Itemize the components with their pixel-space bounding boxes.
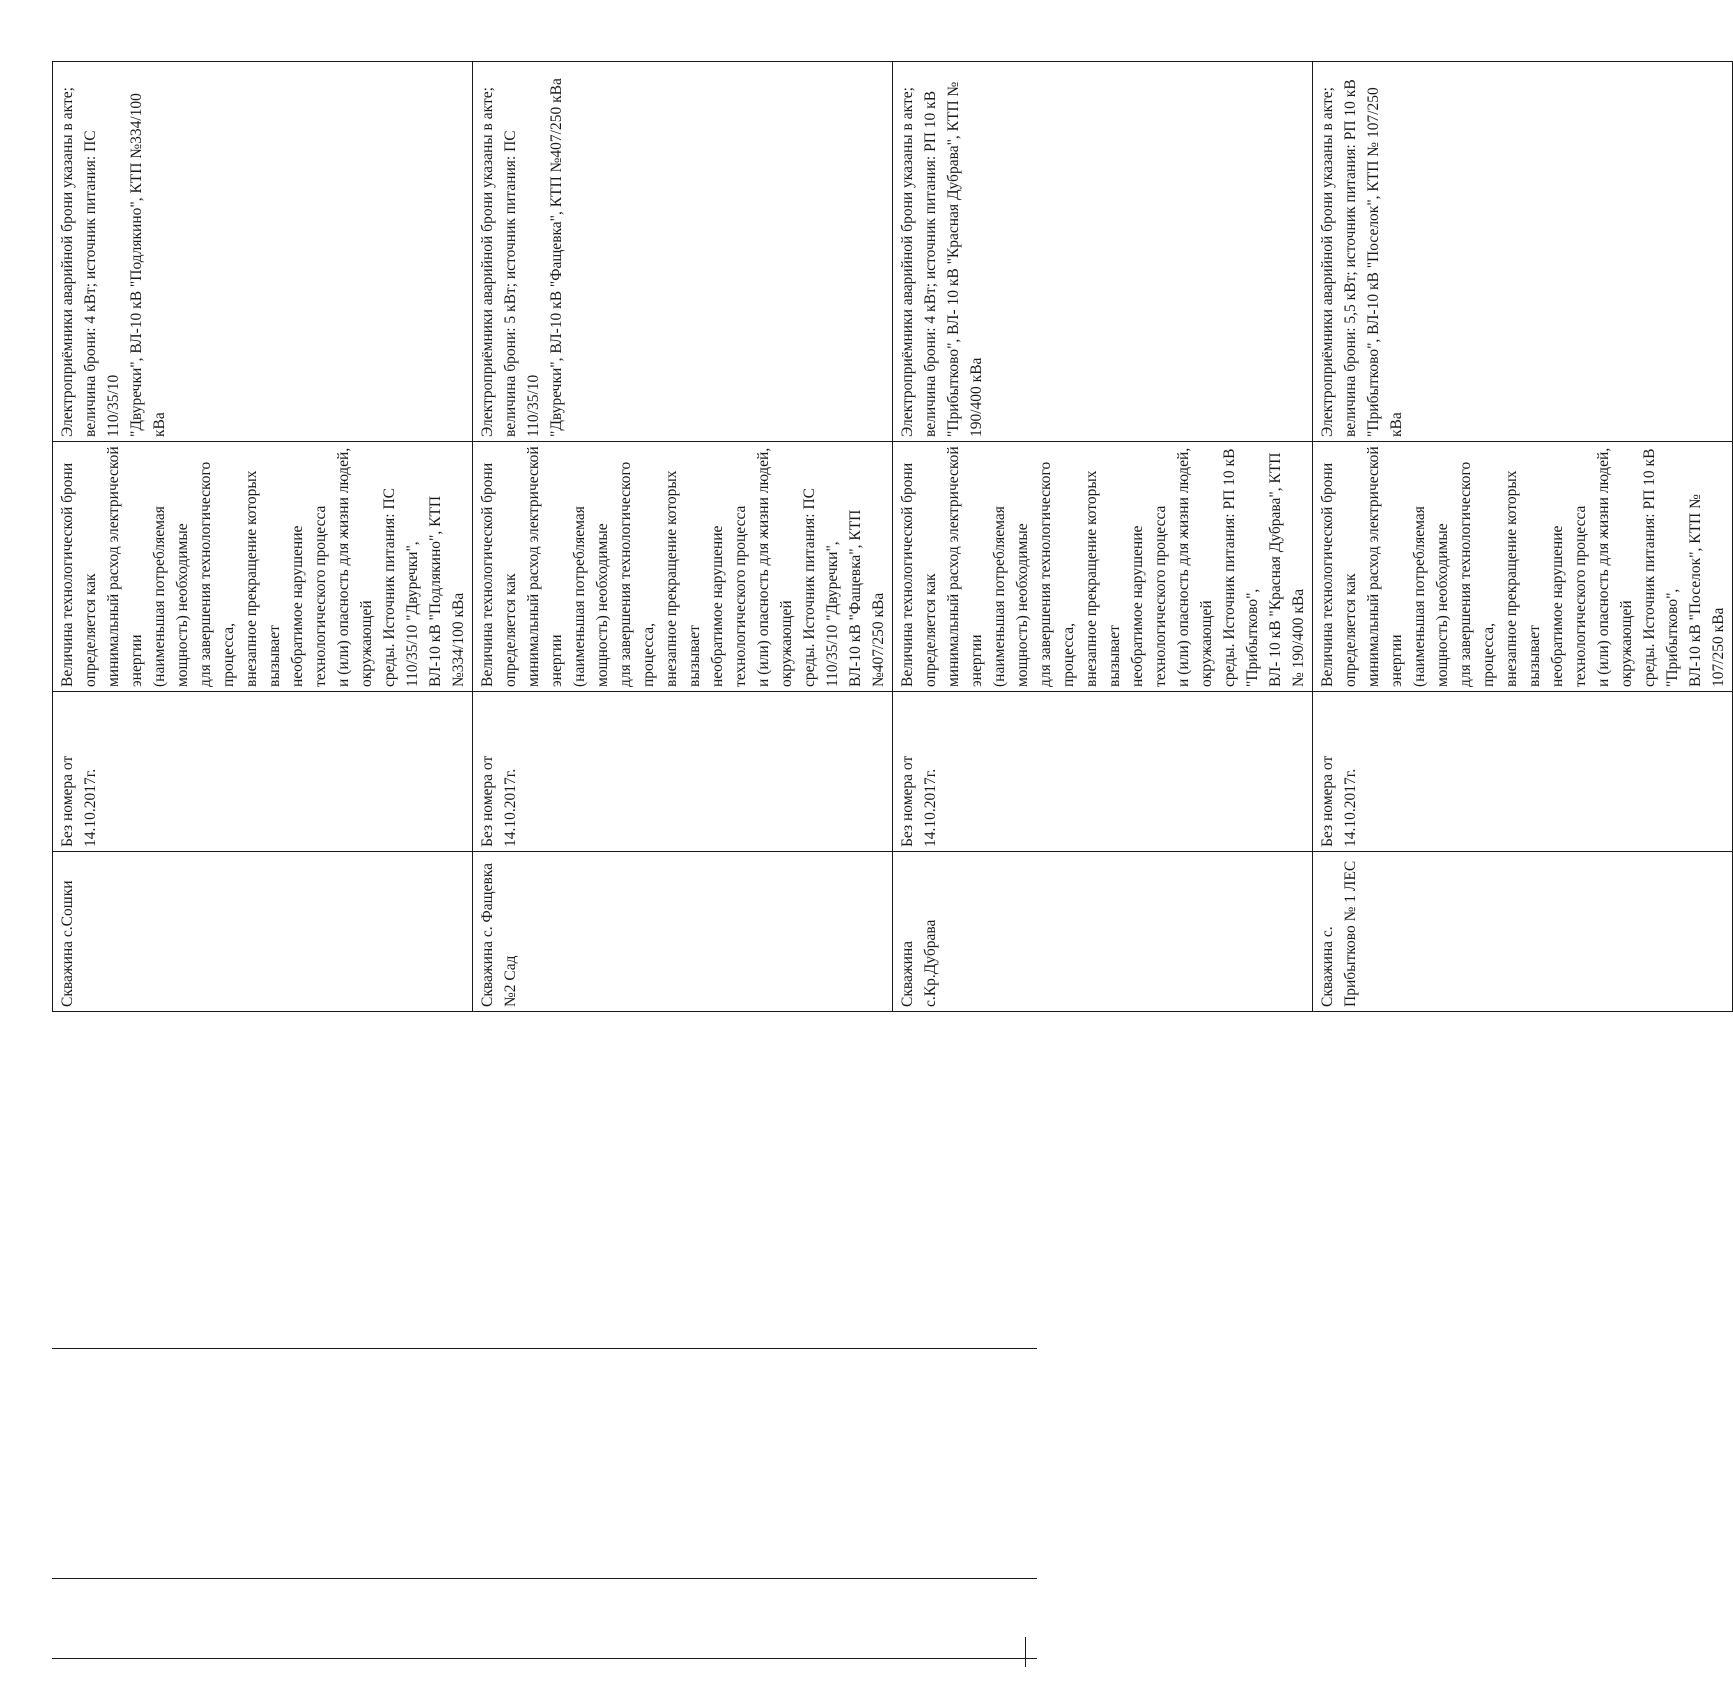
tech-reserve-cell: Величина технологической брони определяется как минимальный расход электрической энергии (наименьшая потребляемая мощность) необходимые для завершения технологического процесса, внезапное прекращение которых вызывает необратимое нарушение технологического процесса и (или) опасность для жизни людей, окружающей среды. Источник питания: РП 10 кВ "Прибытково", ВЛ- 10 кВ "Красная Дубрава", КТП № 190/400 кВа	[893, 442, 1313, 692]
object-cell: Скважина с. Фащевка №2 Сад	[473, 852, 893, 1012]
page-rule-2	[52, 1578, 1037, 1579]
emergency-reserve-cell: Электроприёмники аварийной брони указаны в акте; величина брони: 5,5 кВт; источник питания: РП 10 кВ "Прибытково", ВЛ-10 кВ "Поселок", КТП № 107/250 кВа	[1313, 62, 1733, 442]
emergency-reserve-cell: Электроприёмники аварийной брони указаны в акте; величина брони: 4 кВт; источник питания: РП 10 кВ "Прибытково", ВЛ- 10 кВ "Красная Дубрава", КТП № 190/400 кВа	[893, 62, 1313, 442]
object-cell: Скважина с. Прибытково № 1 ЛЕС	[1313, 852, 1733, 1012]
reserve-table	[52, 61, 1733, 1012]
emergency-reserve-cell: Электроприёмники аварийной брони указаны в акте; величина брони: 5 кВт; источник питания: ПС 110/35/10 "Двуречки", ВЛ-10 кВ "Фащевка", КТП №407/250 кВа	[473, 62, 893, 442]
table-row	[53, 62, 473, 1012]
table-row	[893, 62, 1313, 1012]
margin-rule-1	[1025, 1637, 1026, 1667]
page-rule-1	[52, 1658, 1037, 1659]
act-cell: Без номера от 14.10.2017г.	[53, 692, 473, 852]
page-rule-3	[52, 1348, 1037, 1349]
tech-reserve-cell: Величина технологической брони определяется как минимальный расход электрической энергии (наименьшая потребляемая мощность) необходимые для завершения технологического процесса, внезапное прекращение которых вызывает необратимое нарушение технологического процесса и (или) опасность для жизни людей, окружающей среды. Источник питания: ПС 110/35/10 "Двуречки", ВЛ-10 кВ "Фащевка", КТП №407/250 кВа	[473, 442, 893, 692]
table-row	[1313, 62, 1733, 1012]
act-cell: Без номера от 14.10.2017г.	[1313, 692, 1733, 852]
tech-reserve-cell: Величина технологической брони определяется как минимальный расход электрической энергии (наименьшая потребляемая мощность) необходимые для завершения технологического процесса, внезапное прекращение которых вызывает необратимое нарушение технологического процесса и (или) опасность для жизни людей, окружающей среды. Источник питания: РП 10 кВ "Прибытково", ВЛ-10 кВ "Поселок", КТП № 107/250 кВа	[1313, 442, 1733, 692]
act-cell: Без номера от 14.10.2017г.	[473, 692, 893, 852]
act-cell: Без номера от 14.10.2017г.	[893, 692, 1313, 852]
object-cell: Скважина с.Сошки	[53, 852, 473, 1012]
tech-reserve-cell: Величина технологической брони определяется как минимальный расход электрической энергии (наименьшая потребляемая мощность) необходимые для завершения технологического процесса, внезапное прекращение которых вызывает необратимое нарушение технологического процесса и (или) опасность для жизни людей, окружающей среды. Источник питания: ПС 110/35/10 "Двуречки", ВЛ-10 кВ "Подлякино", КТП №334/100 кВа	[53, 442, 473, 692]
table-row	[473, 62, 893, 1012]
emergency-reserve-cell: Электроприёмники аварийной брони указаны в акте; величина брони: 4 кВт; источник питания: ПС 110/35/10 "Двуречки", ВЛ-10 кВ "Подлякино", КТП №334/100 кВа	[53, 62, 473, 442]
object-cell: Скважина с.Кр.Дубрава	[893, 852, 1313, 1012]
